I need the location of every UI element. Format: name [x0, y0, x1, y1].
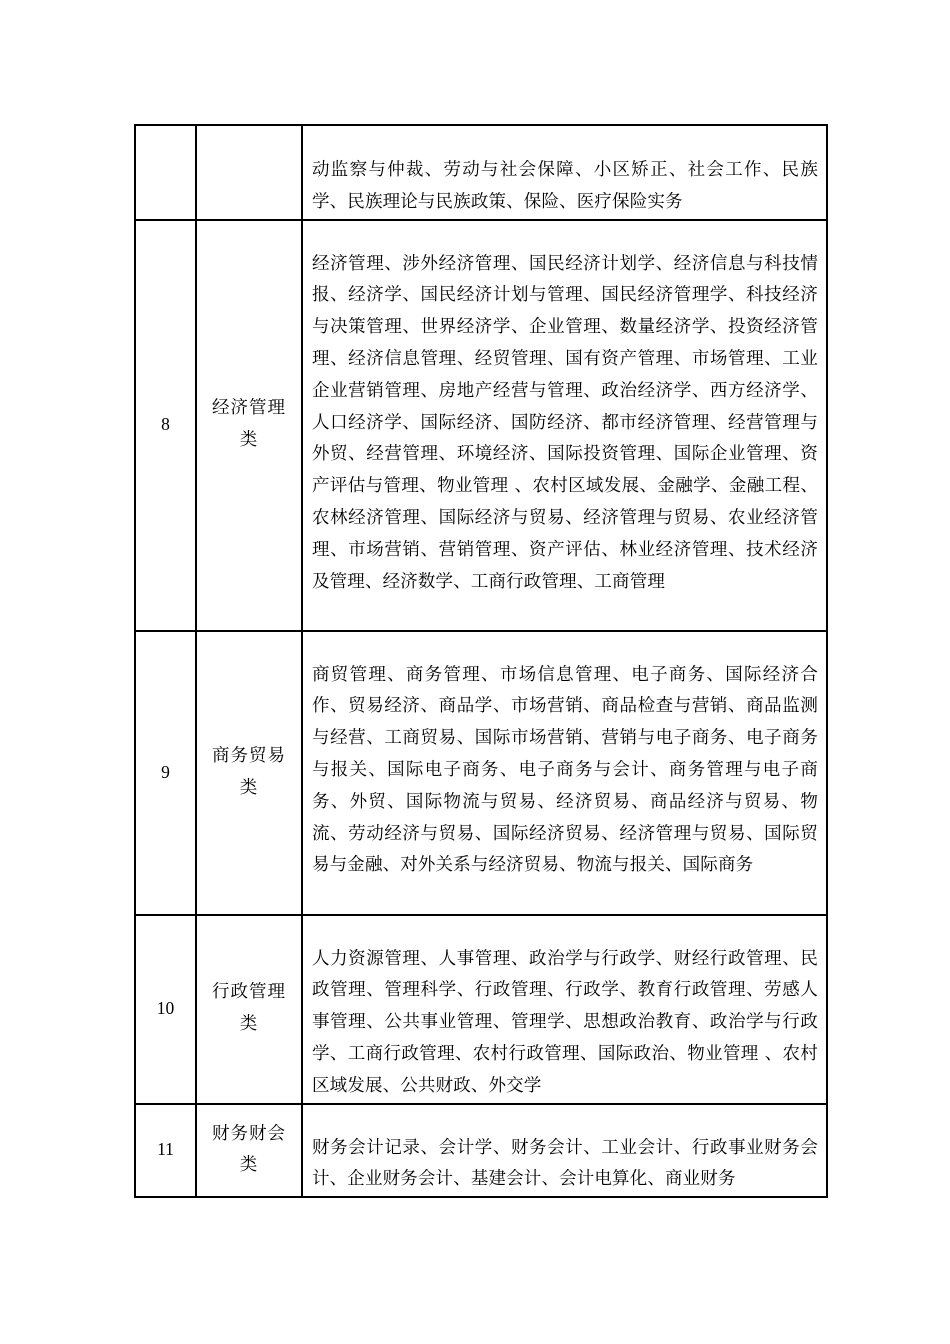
table-row: [135, 220, 827, 631]
row-number: 10: [135, 915, 196, 1104]
row-number: 11: [135, 1104, 196, 1198]
majors-text: 财务会计记录、会计学、财务会计、工业会计、行政事业财务会计、企业财务会计、基建会计、会计电算化、商业财务: [312, 1137, 818, 1190]
category-name: 财务财会类: [196, 1104, 302, 1198]
majors-text: 动监察与仲裁、劳动与社会保障、小区矫正、社会工作、民族学、民族理论与民族政策、保险、医疗保险实务: [312, 160, 818, 212]
table-row: [135, 631, 827, 915]
majors-list: [302, 1104, 827, 1198]
majors-list: [302, 915, 827, 1104]
category-name: 经济管理类: [196, 220, 302, 631]
row-number: 9: [135, 631, 196, 915]
majors-list: [302, 220, 827, 631]
majors-text: 商贸管理、商务管理、市场信息管理、电子商务、国际经济合作、贸易经济、商品学、市场营销、商品检查与营销、商品监测与经营、工商贸易、国际市场营销、营销与电子商务、电子商务与报关、国际电子商务、电子商务与会计、商务管理与电子商务、外贸、国际物流与贸易、经济贸易、商品经济与贸易、物流、劳动经济与贸易、国际经济贸易、经济管理与贸易、国际贸易与金融、对外关系与经济贸易、物流与报关、国际商务: [312, 664, 818, 876]
category-name: [196, 125, 302, 220]
row-number: [135, 125, 196, 220]
majors-list: [302, 125, 827, 220]
table-row: [135, 1104, 827, 1198]
majors-table: [134, 124, 828, 1198]
majors-text: 经济管理、涉外经济管理、国民经济计划学、经济信息与科技情报、经济学、国民经济计划与管理、国民经济管理学、科技经济与决策管理、世界经济学、企业管理、数量经济学、投资经济管理、经济信息管理、经贸管理、国有资产管理、市场管理、工业企业营销管理、房地产经营与管理、政治经济学、西方经济学、人口经济学、国际经济、国防经济、都市经济管理、经营管理与外贸、经营管理、环境经济、国际投资管理、国际企业管理、资产评估与管理、物业管理 、农村区域发展、金融学、金融工程、农林经济管理、国际经济与贸易、经济管理与贸易、农业经济管理、市场营销、营销管理、资产评估、林业经济管理、技术经济及管理、经济数学、工商行政管理、工商管理: [312, 253, 818, 592]
table-row: [135, 915, 827, 1104]
table-row: [135, 125, 827, 220]
row-number: 8: [135, 220, 196, 631]
category-name: 商务贸易类: [196, 631, 302, 915]
majors-list: [302, 631, 827, 915]
majors-text: 人力资源管理、人事管理、政治学与行政学、财经行政管理、民政管理、管理科学、行政管理、行政学、教育行政管理、劳感人事管理、公共事业管理、管理学、思想政治教育、政治学与行政学、工商行政管理、农村行政管理、国际政治、物业管理 、农村区域发展、公共财政、外交学: [312, 948, 818, 1096]
category-name: 行政管理类: [196, 915, 302, 1104]
